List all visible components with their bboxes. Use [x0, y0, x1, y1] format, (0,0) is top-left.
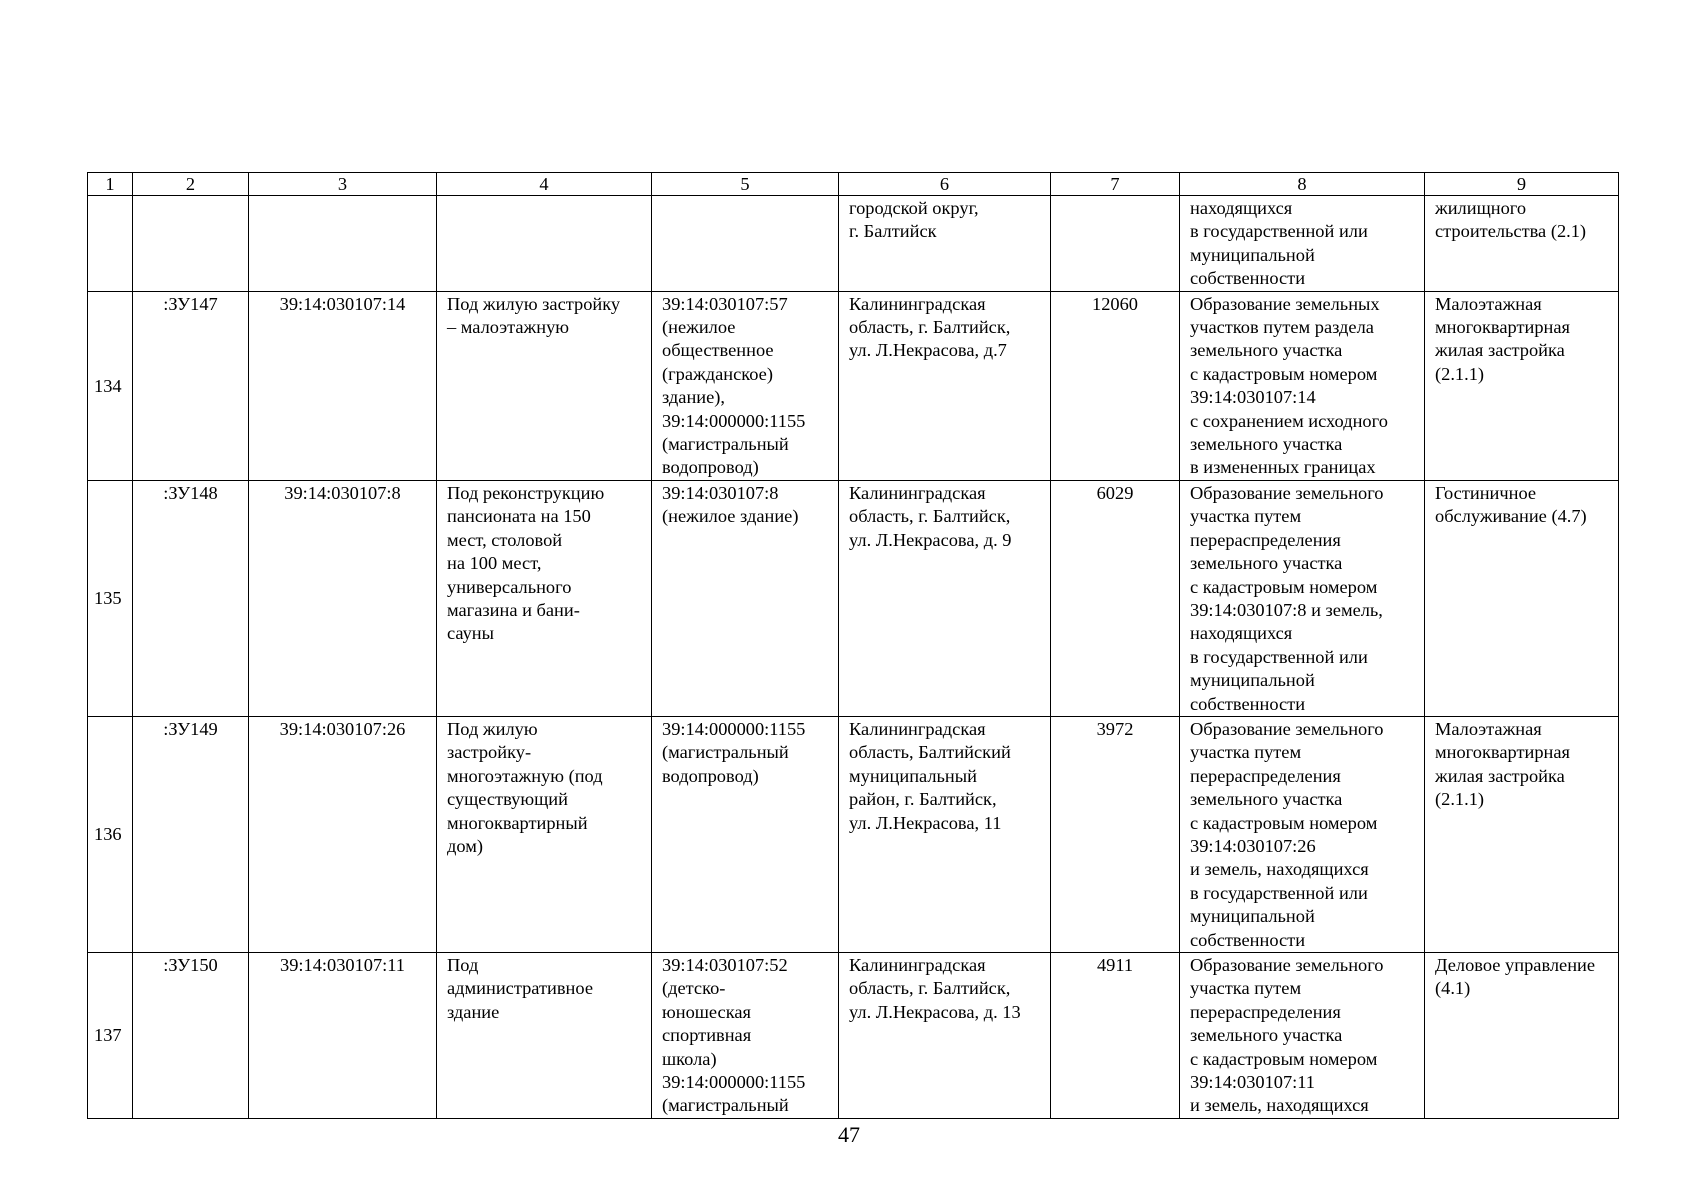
capital-objects-cell-line: общественное	[662, 340, 774, 361]
land-plots-table	[87, 172, 1619, 1119]
formation-method-cell-line: земельного участка	[1190, 434, 1343, 455]
permitted-purpose-cell-line: многоквартирный	[447, 812, 588, 833]
formation-method-cell-line: в государственной или	[1190, 882, 1368, 903]
address-cell-line: район, г. Балтийск,	[849, 789, 997, 810]
address-cell	[839, 716, 1051, 952]
formation-method-cell-line: перераспределения	[1190, 1001, 1341, 1022]
formation-method-cell	[1180, 480, 1425, 716]
table-body	[88, 173, 1619, 1119]
formation-method-cell-line: перераспределения	[1190, 529, 1341, 550]
address-cell-line: ул. Л.Некрасова, д.7	[849, 340, 1007, 361]
address-cell	[839, 196, 1051, 292]
permitted-purpose-cell-line: дом)	[447, 835, 483, 856]
formation-method-cell-line: с кадастровым номером	[1190, 363, 1378, 384]
formation-method-cell	[1180, 953, 1425, 1119]
formation-method-cell-line: находящихся	[1190, 198, 1293, 218]
capital-objects-cell-line: (детско-	[662, 978, 726, 999]
formation-method-cell-line: в государственной или	[1190, 221, 1368, 242]
address-cell-line: муниципальный	[849, 765, 977, 786]
table-row	[88, 953, 1619, 1119]
permitted-purpose-cell	[437, 716, 652, 952]
permitted-purpose-cell-line: многоэтажную (под	[447, 765, 603, 786]
address-cell	[839, 480, 1051, 716]
area-cell	[1051, 196, 1180, 292]
land-use-type-cell	[1425, 291, 1619, 480]
land-use-type-cell-line: Деловое управление	[1435, 955, 1596, 975]
permitted-purpose-cell	[437, 953, 652, 1119]
capital-objects-cell-line: (магистральный	[662, 1095, 789, 1116]
permitted-purpose-cell-line: пансионата на 150	[447, 506, 591, 527]
permitted-purpose-cell	[437, 291, 652, 480]
area-cell: 3972	[1051, 716, 1180, 952]
permitted-purpose-cell-line: застройку-	[447, 742, 532, 763]
column-number: 1	[88, 173, 133, 196]
table-row	[88, 291, 1619, 480]
capital-objects-cell-line: 39:14:030107:8	[662, 482, 779, 503]
formation-method-cell-line: в государственной или	[1190, 646, 1368, 667]
permitted-purpose-cell	[437, 196, 652, 292]
formation-method-cell-line: в измененных границах	[1190, 457, 1376, 478]
column-number: 2	[133, 173, 249, 196]
row-number-cell: 134	[88, 291, 133, 480]
land-use-type-cell-line: Гостиничное	[1435, 482, 1537, 503]
capital-objects-cell-line: (гражданское)	[662, 363, 773, 384]
address-cell-line: городской округ,	[849, 198, 979, 218]
land-use-type-cell-line: Малоэтажная	[1435, 293, 1542, 314]
plot-label-cell: :ЗУ149	[133, 716, 249, 952]
table-row	[88, 480, 1619, 716]
capital-objects-cell-line: 39:14:000000:1155	[662, 1072, 806, 1093]
cadastral-number-cell	[249, 196, 437, 292]
formation-method-cell-line: собственности	[1190, 929, 1306, 950]
address-cell	[839, 953, 1051, 1119]
formation-method-cell-line: 39:14:030107:8 и земель,	[1190, 599, 1383, 620]
land-use-type-cell-line: Малоэтажная	[1435, 718, 1542, 739]
row-number-cell: 137	[88, 953, 133, 1119]
plot-label-cell: :ЗУ148	[133, 480, 249, 716]
capital-objects-cell-line: 39:14:030107:52	[662, 955, 788, 975]
formation-method-cell-line: находящихся	[1190, 623, 1293, 644]
column-number: 4	[437, 173, 652, 196]
land-use-type-cell	[1425, 480, 1619, 716]
capital-objects-cell-line: (нежилое здание)	[662, 506, 799, 527]
table-row	[88, 196, 1619, 292]
formation-method-cell-line: Образование земельных	[1190, 293, 1380, 314]
formation-method-cell-line: собственности	[1190, 268, 1306, 289]
formation-method-cell-line: земельного участка	[1190, 553, 1343, 574]
capital-objects-cell	[652, 716, 839, 952]
permitted-purpose-cell-line: Под жилую застройку	[447, 293, 621, 314]
permitted-purpose-cell-line: здание	[447, 1001, 500, 1022]
capital-objects-cell-line: (магистральный	[662, 434, 789, 455]
formation-method-cell	[1180, 196, 1425, 292]
permitted-purpose-cell-line: административное	[447, 978, 593, 999]
formation-method-cell	[1180, 291, 1425, 480]
column-number: 8	[1180, 173, 1425, 196]
permitted-purpose-cell-line: Под реконструкцию	[447, 482, 605, 503]
capital-objects-cell	[652, 480, 839, 716]
formation-method-cell-line: муниципальной	[1190, 906, 1315, 927]
column-number: 6	[839, 173, 1051, 196]
address-cell-line: Калининградская	[849, 482, 986, 503]
permitted-purpose-cell-line: сауны	[447, 623, 495, 644]
cadastral-number-cell: 39:14:030107:11	[249, 953, 437, 1119]
capital-objects-cell-line: (магистральный	[662, 742, 789, 763]
address-cell-line: область, г. Балтийск,	[849, 317, 1011, 338]
permitted-purpose-cell	[437, 480, 652, 716]
land-use-type-cell-line: (4.1)	[1435, 978, 1471, 999]
formation-method-cell	[1180, 716, 1425, 952]
land-use-type-cell-line: жилищного	[1435, 198, 1527, 218]
page-number: 47	[838, 1122, 860, 1147]
row-number-cell: 136	[88, 716, 133, 952]
capital-objects-cell-line: 39:14:000000:1155	[662, 718, 806, 739]
area-cell: 4911	[1051, 953, 1180, 1119]
capital-objects-cell-line: водопровод)	[662, 457, 759, 478]
land-use-type-cell-line: жилая застройка	[1435, 765, 1565, 786]
formation-method-cell-line: 39:14:030107:14	[1190, 387, 1316, 408]
capital-objects-cell-line: юношеская	[662, 1001, 751, 1022]
capital-objects-cell-line: 39:14:030107:57	[662, 293, 788, 314]
formation-method-cell-line: с кадастровым номером	[1190, 1048, 1378, 1069]
address-cell-line: ул. Л.Некрасова, 11	[849, 812, 1002, 833]
permitted-purpose-cell-line: существующий	[447, 789, 568, 810]
column-number: 9	[1425, 173, 1619, 196]
area-cell: 12060	[1051, 291, 1180, 480]
land-use-type-cell-line: (2.1.1)	[1435, 363, 1485, 384]
address-cell-line: область, г. Балтийск,	[849, 978, 1011, 999]
formation-method-cell-line: 39:14:030107:11	[1190, 1072, 1315, 1093]
land-use-type-cell	[1425, 196, 1619, 292]
land-use-type-cell	[1425, 953, 1619, 1119]
formation-method-cell-line: участка путем	[1190, 742, 1302, 763]
capital-objects-cell	[652, 196, 839, 292]
cadastral-number-cell: 39:14:030107:26	[249, 716, 437, 952]
address-cell-line: Калининградская	[849, 293, 986, 314]
permitted-purpose-cell-line: Под жилую	[447, 718, 538, 739]
formation-method-cell-line: земельного участка	[1190, 340, 1343, 361]
permitted-purpose-cell-line: универсального	[447, 576, 572, 597]
formation-method-cell-line: собственности	[1190, 693, 1306, 714]
land-use-type-cell-line: многоквартирная	[1435, 742, 1570, 763]
address-cell-line: Калининградская	[849, 955, 986, 975]
cadastral-number-cell: 39:14:030107:14	[249, 291, 437, 480]
capital-objects-cell-line: водопровод)	[662, 765, 759, 786]
permitted-purpose-cell-line: магазина и бани-	[447, 599, 580, 620]
formation-method-cell-line: с кадастровым номером	[1190, 576, 1378, 597]
permitted-purpose-cell-line: – малоэтажную	[447, 317, 570, 338]
capital-objects-cell	[652, 291, 839, 480]
formation-method-cell-line: земельного участка	[1190, 789, 1343, 810]
land-use-type-cell-line: строительства (2.1)	[1435, 221, 1587, 242]
permitted-purpose-cell-line: на 100 мест,	[447, 553, 542, 574]
address-cell-line: г. Балтийск	[849, 221, 937, 242]
formation-method-cell-line: Образование земельного	[1190, 482, 1384, 503]
capital-objects-cell-line: здание),	[662, 387, 726, 408]
capital-objects-cell-line: школа)	[662, 1048, 717, 1069]
plot-label-cell: :ЗУ147	[133, 291, 249, 480]
column-number: 7	[1051, 173, 1180, 196]
formation-method-cell-line: с кадастровым номером	[1190, 812, 1378, 833]
formation-method-cell-line: муниципальной	[1190, 244, 1315, 265]
address-cell-line: область, г. Балтийск,	[849, 506, 1011, 527]
formation-method-cell-line: земельного участка	[1190, 1025, 1343, 1046]
formation-method-cell-line: перераспределения	[1190, 765, 1341, 786]
address-cell-line: ул. Л.Некрасова, д. 13	[849, 1001, 1021, 1022]
capital-objects-cell-line: (нежилое	[662, 317, 736, 338]
permitted-purpose-cell-line: мест, столовой	[447, 529, 563, 550]
formation-method-cell-line: 39:14:030107:26	[1190, 835, 1316, 856]
column-number-row	[88, 173, 1619, 196]
formation-method-cell-line: участка путем	[1190, 506, 1302, 527]
land-use-type-cell-line: жилая застройка	[1435, 340, 1565, 361]
cadastral-number-cell: 39:14:030107:8	[249, 480, 437, 716]
row-number-cell: 135	[88, 480, 133, 716]
formation-method-cell-line: Образование земельного	[1190, 955, 1384, 975]
formation-method-cell-line: и земель, находящихся	[1190, 859, 1369, 880]
column-number: 3	[249, 173, 437, 196]
plot-label-cell: :ЗУ150	[133, 953, 249, 1119]
formation-method-cell-line: с сохранением исходного	[1190, 410, 1388, 431]
area-cell: 6029	[1051, 480, 1180, 716]
formation-method-cell-line: муниципальной	[1190, 670, 1315, 691]
land-use-type-cell	[1425, 716, 1619, 952]
address-cell-line: область, Балтийский	[849, 742, 1011, 763]
formation-method-cell-line: участка путем	[1190, 978, 1302, 999]
formation-method-cell-line: участков путем раздела	[1190, 317, 1374, 338]
formation-method-cell-line: Образование земельного	[1190, 718, 1384, 739]
capital-objects-cell	[652, 953, 839, 1119]
column-number: 5	[652, 173, 839, 196]
table-row	[88, 716, 1619, 952]
plot-label-cell	[133, 196, 249, 292]
address-cell-line: ул. Л.Некрасова, д. 9	[849, 529, 1012, 550]
land-use-type-cell-line: многоквартирная	[1435, 317, 1570, 338]
formation-method-cell-line: и земель, находящихся	[1190, 1095, 1369, 1116]
address-cell-line: Калининградская	[849, 718, 986, 739]
permitted-purpose-cell-line: Под	[447, 955, 479, 975]
row-number-cell	[88, 196, 133, 292]
capital-objects-cell-line: спортивная	[662, 1025, 752, 1046]
land-use-type-cell-line: (2.1.1)	[1435, 789, 1485, 810]
capital-objects-cell-line: 39:14:000000:1155	[662, 410, 806, 431]
address-cell	[839, 291, 1051, 480]
land-use-type-cell-line: обслуживание (4.7)	[1435, 506, 1587, 527]
